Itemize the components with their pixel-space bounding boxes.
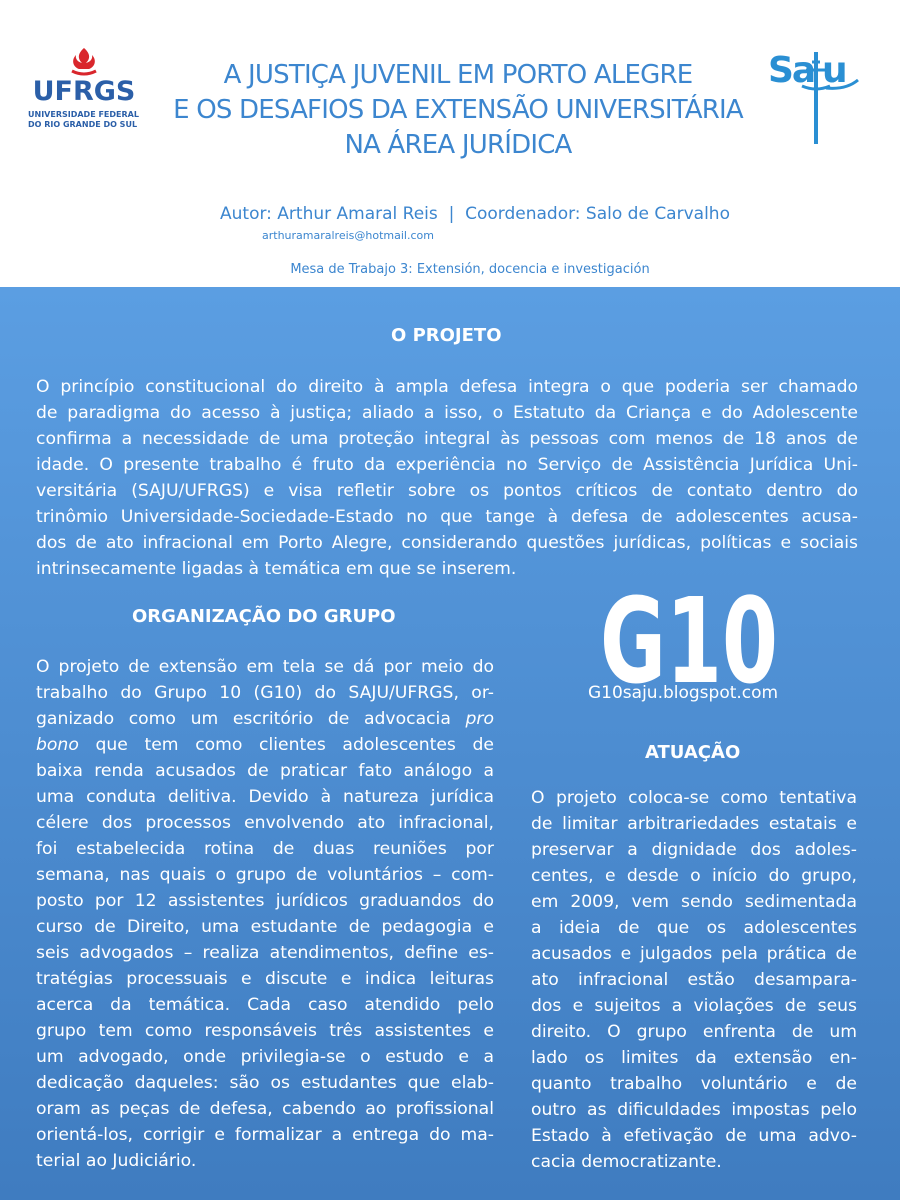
paragraph-line: confirma a necessidade de uma proteção integral às pessoas com menos de 18 anos de (36, 429, 858, 449)
paragraph-line: cacia democratizante. (531, 1152, 722, 1172)
paragraph-line: trabalho do Grupo 10 (G10) do SAJU/UFRGS, or- (36, 683, 494, 703)
title-line: A JUSTIÇA JUVENIL EM PORTO ALEGRE (223, 60, 693, 90)
saju-logo (764, 48, 868, 148)
paragraph-line: O projeto coloca-se como tentativa (531, 788, 857, 808)
ufrgs-logo-name: UFRGS (32, 76, 136, 107)
paragraph-line: oram as peças de defesa, cabendo ao profissional (36, 1099, 494, 1119)
paragraph-line: célere dos processos envolvendo ato infracional, (36, 813, 494, 833)
paragraph-line: tratégias processuais e discute e indica leituras (36, 969, 494, 989)
paragraph-line: O princípio constitucional do direito à ampla defesa integra o que poderia ser chamado (36, 377, 858, 397)
paragraph-line: quanto trabalho voluntário e de (531, 1074, 857, 1094)
paragraph-line: preservar a dignidade dos adoles- (531, 840, 857, 860)
poster-title (150, 58, 766, 163)
paragraph-line: de paradigma do acesso à justiça; aliado a isso, o Estatuto da Criança e do Adolescente (36, 403, 858, 423)
paragraph-line: uma conduta delitiva. Devido à natureza jurídica (36, 787, 494, 807)
title-line: NA ÁREA JURÍDICA (344, 130, 572, 160)
organizacao-paragraph (36, 654, 494, 1174)
author-email: arthuramaralreis@hotmail.com (262, 229, 434, 242)
paragraph-line: em 2009, vem sendo sedimentada (531, 892, 857, 912)
paragraph-line: um advogado, onde privilegia-se o estudo e a (36, 1047, 494, 1067)
paragraph-line: posto por 12 assistentes jurídicos graduandos do (36, 891, 494, 911)
authors-line: Autor: Arthur Amaral Reis | Coordenador: Salo de Carvalho (220, 204, 730, 224)
paragraph-line: acerca da temática. Cada caso atendido pelo (36, 995, 494, 1015)
paragraph-line: acusados e julgados pela prática de (531, 944, 857, 964)
ufrgs-logo (28, 46, 142, 138)
paragraph-line: curso de Direito, uma estudante de pedagogia e (36, 917, 494, 937)
paragraph-line: dos de ato infracional em Porto Alegre, considerando questões jurídicas, políticas e sociais (36, 533, 858, 553)
paragraph-line: bono que tem como clientes adolescentes de (36, 735, 494, 755)
atuacao-paragraph (531, 785, 857, 1175)
section-heading-projeto: O PROJETO (391, 325, 502, 346)
paragraph-line: direito. O grupo enfrenta de um (531, 1022, 857, 1042)
paragraph-line: dedicação daqueles: são os estudantes que elab- (36, 1073, 494, 1093)
paragraph-line: semana, nas quais o grupo de voluntários – com- (36, 865, 494, 885)
paragraph-line: foi estabelecida rotina de duas reuniões por (36, 839, 494, 859)
title-line: E OS DESAFIOS DA EXTENSÃO UNIVERSITÁRIA (173, 95, 743, 125)
paragraph-line: de limitar arbitrariedades estatais e (531, 814, 857, 834)
g10-logo (600, 590, 778, 688)
paragraph-line: ganizado como um escritório de advocacia pro (36, 709, 494, 729)
svg-text:u: u (822, 50, 847, 91)
paragraph-line: grupo tem como responsáveis três assistentes e (36, 1021, 494, 1041)
g10-logo-text: G10 (600, 590, 778, 688)
svg-text:Sa: Sa (768, 50, 815, 91)
paragraph-line: trinômio Universidade-Sociedade-Estado no que tange à defesa de adolescentes acusa- (36, 507, 858, 527)
paragraph-line: centes, e desde o início do grupo, (531, 866, 857, 886)
content-panel (0, 287, 900, 1200)
paragraph-line: baixa renda acusados de praticar fato análogo a (36, 761, 494, 781)
paragraph-line: orientá-los, corrigir e formalizar a entrega do ma- (36, 1125, 494, 1145)
section-heading-organizacao: ORGANIZAÇÃO DO GRUPO (132, 606, 396, 627)
saju-logo-name (766, 48, 866, 157)
section-heading-atuacao: ATUAÇÃO (645, 742, 741, 763)
paragraph-line: outro as dificuldades impostas pelo (531, 1100, 857, 1120)
g10-blog-url: G10saju.blogspot.com (588, 683, 779, 703)
projeto-paragraph (36, 374, 858, 582)
flame-icon (62, 46, 106, 78)
paragraph-line: Estado à efetivação de uma advo- (531, 1126, 857, 1146)
paragraph-line: ato infracional estão desampara- (531, 970, 857, 990)
paragraph-line: seis advogados – realiza atendimentos, define es- (36, 943, 494, 963)
scales-of-justice-icon (766, 48, 866, 148)
paragraph-line: terial ao Judiciário. (36, 1151, 197, 1171)
ufrgs-logo-subtitle: UNIVERSIDADE FEDERAL DO RIO GRANDE DO SUL (28, 110, 139, 129)
paragraph-line: lado os limites da extensão en- (531, 1048, 857, 1068)
paragraph-line: idade. O presente trabalho é fruto da experiência no Serviço de Assistência Jurídica Uni- (36, 455, 858, 475)
session-line: Mesa de Trabajo 3: Extensión, docencia e investigación (290, 262, 650, 277)
paragraph-line: a ideia de que os adolescentes (531, 918, 857, 938)
paragraph-line: intrinsecamente ligadas à temática em que se inserem. (36, 559, 517, 579)
paragraph-line: O projeto de extensão em tela se dá por meio do (36, 657, 494, 677)
paragraph-line: dos e sujeitos a violações de seus (531, 996, 857, 1016)
paragraph-line: versitária (SAJU/UFRGS) e visa refletir sobre os pontos críticos de contato dentro do (36, 481, 858, 501)
poster-header (0, 0, 900, 287)
